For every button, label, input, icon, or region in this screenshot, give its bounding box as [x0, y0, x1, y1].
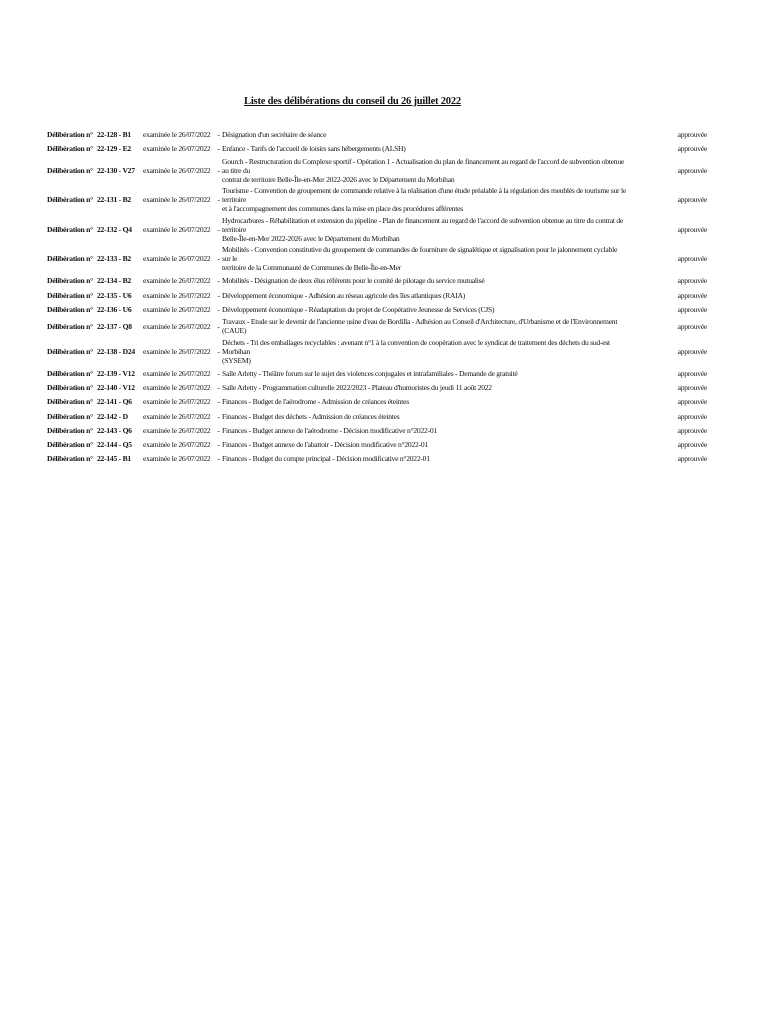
deliberation-row — [47, 366, 707, 380]
subject-line: territoire de la Communauté de Communes de Belle-Île-en-Mer — [222, 263, 402, 273]
deliberation-result: approuvée — [677, 276, 707, 286]
deliberation-result: approuvée — [677, 304, 707, 314]
deliberation-row — [47, 302, 707, 316]
separator: - — [217, 304, 220, 314]
deliberation-row — [47, 288, 707, 302]
deliberation-number: 22-133 - B2 — [97, 254, 131, 264]
examined-date: examinée le 26/07/2022 — [143, 440, 211, 450]
deliberation-subject — [222, 291, 627, 300]
deliberation-label: Délibération n° — [47, 368, 93, 378]
separator: - — [217, 368, 220, 378]
subject-line: Tourisme - Convention de groupement de commande relative à la réalisation d'une étude préalable à la régulation des meublés de tourisme sur le territoire — [222, 186, 626, 205]
deliberation-label: Délibération n° — [47, 224, 93, 234]
deliberation-label: Délibération n° — [47, 440, 93, 450]
examined-date: examinée le 26/07/2022 — [143, 129, 211, 139]
deliberation-result: approuvée — [677, 397, 707, 407]
deliberation-row — [47, 437, 707, 451]
examined-date: examinée le 26/07/2022 — [143, 425, 211, 435]
deliberation-row — [47, 452, 707, 466]
deliberation-subject — [222, 245, 627, 272]
separator: - — [217, 129, 220, 139]
examined-date: examinée le 26/07/2022 — [143, 165, 211, 175]
deliberation-result: approuvée — [677, 254, 707, 264]
deliberation-subject — [222, 440, 627, 449]
deliberation-number: 22-143 - Q6 — [97, 425, 132, 435]
deliberation-result: approuvée — [677, 290, 707, 300]
deliberation-number: 22-145 - B1 — [97, 454, 131, 464]
deliberation-row — [47, 127, 707, 141]
deliberation-label: Délibération n° — [47, 143, 93, 153]
examined-date: examinée le 26/07/2022 — [143, 397, 211, 407]
deliberation-result: approuvée — [677, 143, 707, 153]
deliberation-number: 22-130 - V27 — [97, 165, 135, 175]
examined-date: examinée le 26/07/2022 — [143, 254, 211, 264]
deliberation-row — [47, 215, 707, 245]
deliberation-label: Délibération n° — [47, 321, 93, 331]
subject-line: Mobilités - Désignation de deux élus référents pour le comité de pilotage du service mutualisé — [222, 276, 485, 286]
deliberation-subject — [222, 412, 627, 421]
examined-date: examinée le 26/07/2022 — [143, 304, 211, 314]
deliberation-result: approuvée — [677, 195, 707, 205]
examined-date: examinée le 26/07/2022 — [143, 290, 211, 300]
deliberation-label: Délibération n° — [47, 129, 93, 139]
subject-line: Mobilités - Convention constitutive du groupement de commandes de fourniture de signalétique et signalisation pour le jalonnement cyclable sur le — [222, 245, 618, 264]
subject-line: Désignation d'un secrétaire de séance — [222, 129, 327, 139]
subject-line: Finances - Budget du compte principal - Décision modificative n°2022-01 — [222, 454, 430, 464]
subject-line: Enfance - Tarifs de l'accueil de loisirs sans hébergements (ALSH) — [222, 143, 406, 153]
deliberation-subject — [222, 338, 627, 365]
examined-date: examinée le 26/07/2022 — [143, 195, 211, 205]
deliberation-row — [47, 380, 707, 394]
deliberation-result: approuvée — [677, 382, 707, 392]
separator: - — [217, 290, 220, 300]
deliberation-subject — [222, 130, 627, 139]
separator: - — [217, 382, 220, 392]
deliberation-number: 22-132 - Q4 — [97, 224, 132, 234]
deliberation-row — [47, 185, 707, 215]
deliberation-result: approuvée — [677, 368, 707, 378]
separator: - — [217, 224, 220, 234]
subject-line: Travaux - Etude sur le devenir de l'ancienne usine d'eau de Bordilla - Adhésion au Conseil d'Architecture, d'Urbanisme et de l'Environnement (CAUE) — [222, 317, 618, 336]
deliberation-label: Délibération n° — [47, 290, 93, 300]
deliberation-row — [47, 156, 707, 186]
separator: - — [217, 254, 220, 264]
deliberation-result: approuvée — [677, 346, 707, 356]
deliberation-subject — [222, 186, 627, 213]
deliberation-number: 22-141 - Q6 — [97, 397, 132, 407]
examined-date: examinée le 26/07/2022 — [143, 276, 211, 286]
deliberation-row — [47, 141, 707, 155]
deliberation-label: Délibération n° — [47, 304, 93, 314]
subject-line: et à l'accompagnement des communes dans la mise en place des procédures afférentes — [222, 204, 463, 214]
deliberation-number: 22-129 - E2 — [97, 143, 131, 153]
deliberation-label: Délibération n° — [47, 276, 93, 286]
subject-line: Salle Arletty - Programmation culturelle 2022/2023 - Plateau d'humoristes du jeudi 11 août 2022 — [222, 382, 492, 392]
separator: - — [217, 454, 220, 464]
deliberation-label: Délibération n° — [47, 195, 93, 205]
deliberation-label: Délibération n° — [47, 397, 93, 407]
deliberation-subject — [222, 317, 627, 335]
deliberation-label: Délibération n° — [47, 346, 93, 356]
deliberation-result: approuvée — [677, 440, 707, 450]
subject-line: Finances - Budget annexe de l'abattoir - Décision modificative n°2022-01 — [222, 440, 428, 450]
examined-date: examinée le 26/07/2022 — [143, 143, 211, 153]
document-title: Liste des délibérations du conseil du 26 juillet 2022 — [244, 96, 461, 107]
deliberation-number: 22-135 - U6 — [97, 290, 132, 300]
deliberation-row — [47, 395, 707, 409]
deliberation-row — [47, 316, 707, 336]
deliberation-number: 22-144 - Q5 — [97, 440, 132, 450]
deliberations-list — [47, 127, 707, 466]
deliberation-number: 22-131 - B2 — [97, 195, 131, 205]
deliberation-label: Délibération n° — [47, 411, 93, 421]
subject-line: Salle Arletty - Théâtre forum sur le sujet des violences conjugales et intrafamiliales - Demande de gratuité — [222, 368, 518, 378]
deliberation-label: Délibération n° — [47, 454, 93, 464]
deliberation-number: 22-137 - Q8 — [97, 321, 132, 331]
examined-date: examinée le 26/07/2022 — [143, 454, 211, 464]
separator: - — [217, 195, 220, 205]
deliberation-result: approuvée — [677, 224, 707, 234]
deliberation-subject — [222, 397, 627, 406]
separator: - — [217, 411, 220, 421]
deliberation-result: approuvée — [677, 411, 707, 421]
separator: - — [217, 346, 220, 356]
deliberation-label: Délibération n° — [47, 382, 93, 392]
deliberation-subject — [222, 383, 627, 392]
deliberation-number: 22-128 - B1 — [97, 129, 131, 139]
separator: - — [217, 440, 220, 450]
deliberation-subject — [222, 369, 627, 378]
deliberation-number: 22-140 - V12 — [97, 382, 135, 392]
deliberation-row — [47, 409, 707, 423]
subject-line: contrat de territoire Belle-Île-en-Mer 2022-2026 avec le Département du Morbihan — [222, 174, 455, 184]
deliberation-subject — [222, 276, 627, 285]
subject-line: Finances - Budget des déchets - Admission de créances éteintes — [222, 411, 400, 421]
examined-date: examinée le 26/07/2022 — [143, 368, 211, 378]
deliberation-result: approuvée — [677, 165, 707, 175]
subject-line: Gourch - Restructuration du Complexe sportif - Opération 1 - Actualisation du plan de financement au regard de l'accord de subvention obtenue au titre du — [222, 156, 624, 175]
subject-line: Développement économique - Adhésion au réseau agricole des îles atlantiques (RAIA) — [222, 290, 466, 300]
deliberation-subject — [222, 426, 627, 435]
deliberation-number: 22-138 - D24 — [97, 346, 135, 356]
separator: - — [217, 321, 220, 331]
subject-line: Déchets - Tri des emballages recyclables : avenant n°1 à la convention de coopération avec le syndicat de traitement des déchets du sud-est Morbihan — [222, 337, 610, 356]
deliberation-result: approuvée — [677, 454, 707, 464]
separator: - — [217, 143, 220, 153]
deliberation-subject — [222, 305, 627, 314]
deliberation-number: 22-139 - V12 — [97, 368, 135, 378]
deliberation-row — [47, 244, 707, 274]
examined-date: examinée le 26/07/2022 — [143, 224, 211, 234]
deliberation-subject — [222, 454, 627, 463]
subject-line: Hydrocarbures - Réhabilitation et extension du pipeline - Plan de financement au regard de l'accord de subvention obtenue au titre du contrat de territoire — [222, 215, 624, 234]
deliberation-label: Délibération n° — [47, 165, 93, 175]
deliberation-subject — [222, 157, 627, 184]
examined-date: examinée le 26/07/2022 — [143, 321, 211, 331]
deliberation-label: Délibération n° — [47, 425, 93, 435]
deliberation-subject — [222, 144, 627, 153]
examined-date: examinée le 26/07/2022 — [143, 382, 211, 392]
deliberation-number: 22-136 - U6 — [97, 304, 132, 314]
deliberation-number: 22-134 - B2 — [97, 276, 131, 286]
deliberation-result: approuvée — [677, 425, 707, 435]
subject-line: Belle-Île-en-Mer 2022-2026 avec le Département du Morbihan — [222, 233, 400, 243]
subject-line: (SYSEM) — [222, 355, 251, 365]
examined-date: examinée le 26/07/2022 — [143, 346, 211, 356]
separator: - — [217, 276, 220, 286]
deliberation-row — [47, 336, 707, 366]
deliberation-row — [47, 423, 707, 437]
subject-line: Développement économique - Réadaptation du projet de Coopérative Jeunesse de Services (CJS) — [222, 304, 495, 314]
subject-line: Finances - Budget de l'aérodrome - Admission de créances éteintes — [222, 397, 409, 407]
subject-line: Finances - Budget annexe de l'aérodrome - Décision modificative n°2022-01 — [222, 425, 437, 435]
deliberation-result: approuvée — [677, 129, 707, 139]
separator: - — [217, 425, 220, 435]
deliberation-number: 22-142 - D — [97, 411, 128, 421]
separator: - — [217, 397, 220, 407]
separator: - — [217, 165, 220, 175]
deliberation-label: Délibération n° — [47, 254, 93, 264]
deliberation-result: approuvée — [677, 321, 707, 331]
deliberation-subject — [222, 216, 627, 243]
deliberation-row — [47, 274, 707, 288]
examined-date: examinée le 26/07/2022 — [143, 411, 211, 421]
